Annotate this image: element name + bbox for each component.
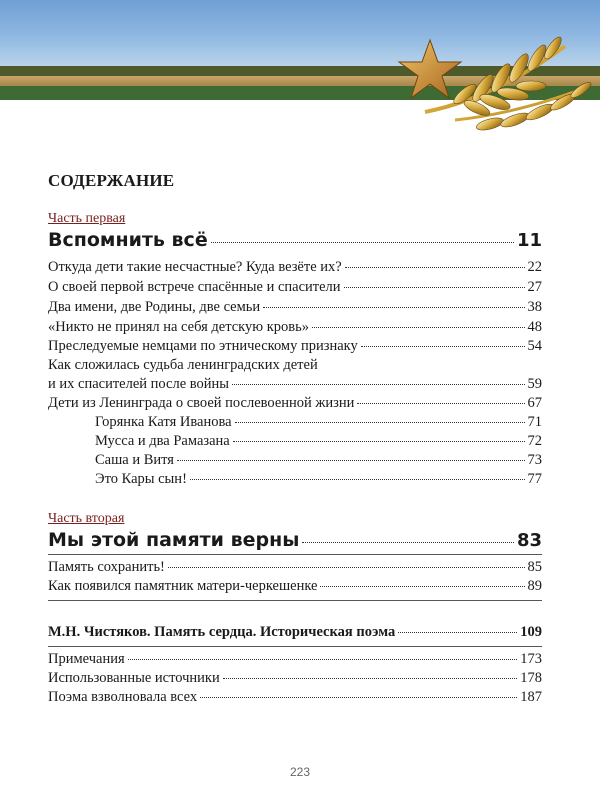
toc-entry[interactable] — [48, 279, 542, 296]
dot-leader — [232, 384, 524, 385]
divider — [48, 554, 542, 555]
entry-title: Поэма взволновала всех — [48, 689, 198, 705]
toc-entry[interactable] — [48, 319, 542, 336]
page-number: 85 — [527, 559, 542, 575]
part-two-heading: Мы этой памяти верны — [48, 529, 300, 551]
poem-entry[interactable] — [48, 624, 542, 641]
page-number: 89 — [527, 578, 542, 594]
dot-leader — [190, 479, 525, 480]
entry-title: Как появился памятник матери-черкешенке — [48, 578, 318, 594]
page-number: 72 — [527, 433, 542, 449]
page-number: 187 — [520, 689, 542, 705]
toc-entry[interactable] — [48, 376, 542, 393]
dot-leader — [312, 327, 525, 328]
page-number: 27 — [527, 279, 542, 295]
part-two-label: Часть вторая — [48, 511, 125, 526]
dot-leader — [344, 287, 525, 288]
toc-entry[interactable] — [48, 689, 542, 706]
page-number: 59 — [527, 376, 542, 392]
dot-leader — [233, 441, 525, 442]
entry-title: Горянка Катя Иванова — [95, 414, 232, 430]
toc-entry[interactable] — [48, 338, 542, 355]
page-number: 38 — [527, 299, 542, 315]
dot-leader — [361, 346, 525, 347]
divider — [48, 600, 542, 601]
entry-title: Два имени, две Родины, две семьи — [48, 299, 261, 315]
toc-entry[interactable] — [48, 559, 542, 576]
toc-entry[interactable] — [48, 578, 542, 595]
divider — [48, 646, 542, 647]
entry-title: Откуда дети такие несчастные? Куда везёте их? — [48, 259, 342, 275]
entry-title: Это Кары сын! — [95, 471, 187, 487]
toc-entry[interactable] — [48, 651, 542, 668]
page-footer-number: 223 — [289, 765, 311, 779]
part-one-heading-row[interactable] — [48, 229, 542, 251]
toc-entry[interactable] — [48, 259, 542, 276]
dot-leader — [320, 586, 524, 587]
page-number: 73 — [527, 452, 542, 468]
page-number: 54 — [527, 338, 542, 354]
dot-leader — [128, 659, 518, 660]
dot-leader — [211, 242, 514, 243]
entry-title: Мусса и два Рамазана — [95, 433, 230, 449]
dot-leader — [177, 460, 525, 461]
page-number: 77 — [527, 471, 542, 487]
toc-subentry[interactable] — [95, 433, 542, 450]
entry-title: «Никто не принял на себя детскую кровь» — [48, 319, 309, 335]
page-number: 67 — [527, 395, 542, 411]
entry-title: Саша и Витя — [95, 452, 174, 468]
entry-title: М.Н. Чистяков. Память сердца. Историческая поэма — [48, 624, 396, 640]
part-two-heading-row[interactable] — [48, 529, 542, 551]
entry-title: Память сохранить! — [48, 559, 165, 575]
toc-subentry[interactable] — [95, 471, 542, 488]
entry-title-line-2: и их спасителей после войны — [48, 376, 230, 392]
page-number: 83 — [516, 530, 542, 551]
page-number: 173 — [520, 651, 542, 667]
dot-leader — [263, 307, 524, 308]
entry-title: Использованные источники — [48, 670, 220, 686]
dot-leader — [357, 403, 524, 404]
entry-title-line-1: Как сложилась судьба ленинградских детей — [48, 357, 318, 373]
dot-leader — [398, 632, 517, 633]
dot-leader — [235, 422, 525, 423]
page-number: 109 — [520, 624, 542, 640]
entry-title: Примечания — [48, 651, 125, 667]
toc-entry[interactable] — [48, 395, 542, 412]
page-number: 178 — [520, 670, 542, 686]
dot-leader — [302, 542, 514, 543]
entry-title: Преследуемые немцами по этническому признаку — [48, 338, 358, 354]
dot-leader — [345, 267, 525, 268]
entry-title: О своей первой встрече спасённые и спасители — [48, 279, 341, 295]
toc-subentry[interactable] — [95, 452, 542, 469]
page-number: 71 — [527, 414, 542, 430]
page-number: 11 — [516, 230, 542, 251]
part-one-label: Часть первая — [48, 211, 126, 226]
dot-leader — [223, 678, 518, 679]
toc-entry[interactable] — [48, 670, 542, 687]
page-number: 48 — [527, 319, 542, 335]
toc-title: СОДЕРЖАНИЕ — [48, 171, 175, 190]
entry-title: Дети из Ленинграда о своей послевоенной жизни — [48, 395, 355, 411]
toc-subentry[interactable] — [95, 414, 542, 431]
toc-entry[interactable] — [48, 299, 542, 316]
dot-leader — [200, 697, 517, 698]
page-number: 22 — [527, 259, 542, 275]
part-one-heading: Вспомнить всё — [48, 229, 208, 251]
dot-leader — [168, 567, 525, 568]
